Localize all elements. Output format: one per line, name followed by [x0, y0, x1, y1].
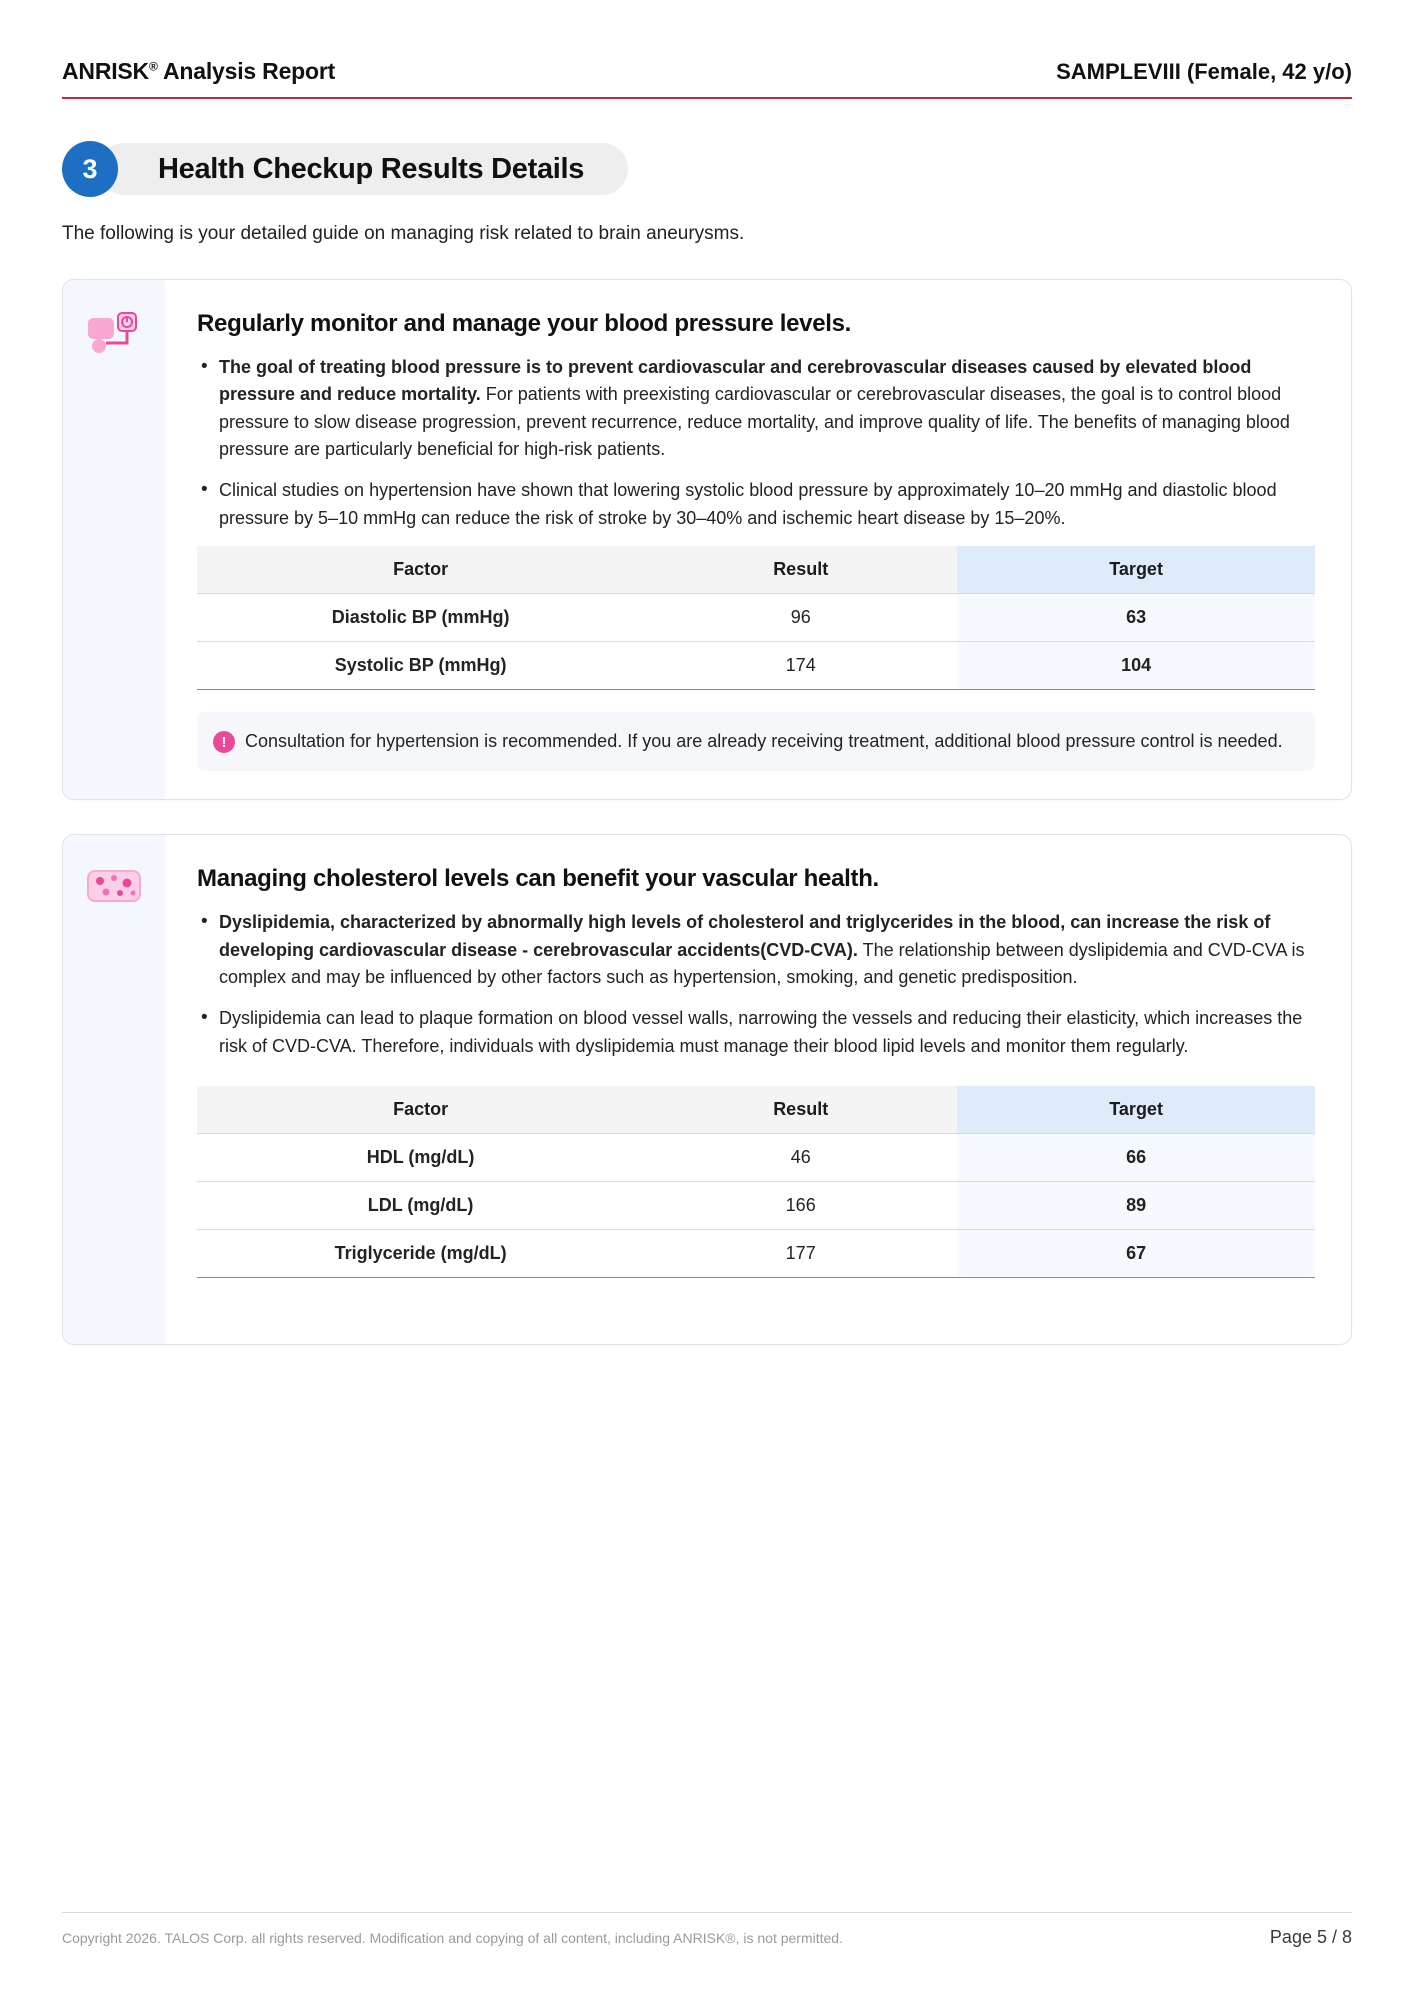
blood-lipid-icon	[86, 865, 142, 914]
table-row	[197, 1229, 1315, 1277]
list-item	[197, 1005, 1315, 1060]
factors-table-cholesterol	[197, 1086, 1315, 1278]
column-header-target: Target	[957, 1086, 1315, 1134]
report-title-rest: Analysis Report	[157, 58, 336, 84]
page-number: Page 5 / 8	[1269, 1927, 1352, 1947]
table-header-row	[197, 1086, 1315, 1134]
copyright-text: Copyright 2026. TALOS Corp. all rights reserved. Modification and copying of all content, including ANRISK®, is not permitted.	[62, 1930, 843, 1946]
page-footer	[62, 1912, 1352, 1948]
cell-target: 63	[957, 594, 1315, 642]
table-row	[197, 1133, 1315, 1181]
table-row	[197, 594, 1315, 642]
cell-factor: Systolic BP (mmHg)	[197, 642, 644, 690]
bullet-text: The relationship between dyslipidemia and CVD-CVA is complex and may be influenced by other factors such as hypertension, smoking, and genetic predisposition.	[219, 939, 1305, 987]
column-header-result: Result	[644, 546, 957, 594]
card-title: Regularly monitor and manage your blood pressure levels.	[197, 310, 852, 337]
table-row	[197, 1181, 1315, 1229]
bullet-text: Clinical studies on hypertension have shown that lowering systolic blood pressure by approximately 10–20 mmHg and diastolic blood pressure by 5–10 mmHg can reduce the risk of stroke by 30–40% and ischemic heart disease by 15–20%.	[219, 480, 1277, 528]
cell-target: 66	[957, 1133, 1315, 1181]
bullet-text: For patients with preexisting cardiovascular or cerebrovascular diseases, the goal is to control blood pressure to slow disease progression, prevent recurrence, reduce mortality, and improve quality of life. The benefits of managing blood pressure are particularly beneficial for high-risk patients.	[219, 384, 1290, 460]
cell-factor: Diastolic BP (mmHg)	[197, 594, 644, 642]
card-icon-area	[63, 835, 165, 1344]
section-intro: The following is your detailed guide on managing risk related to brain aneurysms.	[62, 223, 745, 244]
card-content	[165, 835, 1351, 1344]
recommendation-alert	[197, 712, 1315, 771]
card-title: Managing cholesterol levels can benefit your vascular health.	[197, 865, 879, 893]
cell-result: 174	[644, 642, 957, 690]
factors-table-blood-pressure	[197, 546, 1315, 690]
cell-factor: Triglyceride (mg/dL)	[197, 1229, 644, 1277]
column-header-factor: Factor	[197, 1086, 644, 1134]
cell-factor: HDL (mg/dL)	[197, 1133, 644, 1181]
subject-info: SAMPLEVIII (Female, 42 y/o)	[1056, 59, 1352, 84]
card-bullet-list	[197, 354, 1315, 532]
report-title	[62, 58, 335, 85]
card-icon-area	[63, 280, 165, 799]
exclamation-icon: !	[213, 731, 235, 753]
column-header-factor: Factor	[197, 546, 644, 594]
cell-result: 166	[644, 1181, 957, 1229]
report-title-brand: ANRISK	[62, 58, 149, 84]
column-header-result: Result	[644, 1086, 957, 1134]
blood-pressure-monitor-icon	[86, 310, 142, 365]
table-header-row	[197, 546, 1315, 594]
section-title: Health Checkup Results Details	[98, 143, 628, 195]
cell-target: 67	[957, 1229, 1315, 1277]
list-item	[197, 477, 1315, 532]
registered-mark: ®	[148, 59, 158, 74]
card-content	[165, 280, 1351, 799]
list-item	[197, 354, 1315, 463]
section-heading	[62, 141, 1352, 197]
section-number-badge: 3	[62, 141, 118, 197]
list-item	[197, 909, 1315, 991]
column-header-target: Target	[957, 546, 1315, 594]
cell-target: 104	[957, 642, 1315, 690]
cell-factor: LDL (mg/dL)	[197, 1181, 644, 1229]
alert-text: Consultation for hypertension is recommended. If you are already receiving treatment, additional blood pressure control is needed.	[245, 731, 1283, 752]
cell-result: 96	[644, 594, 957, 642]
page-header	[62, 58, 1352, 99]
bullet-bold-text: Dyslipidemia, characterized by abnormally high levels of cholesterol and triglycerides in the blood, can increase the risk of developing cardiovascular disease - cerebrovascular accidents(CVD-CVA).	[219, 912, 1271, 960]
card-bullet-list	[197, 909, 1315, 1060]
cell-result: 177	[644, 1229, 957, 1277]
table-row	[197, 642, 1315, 690]
cell-target: 89	[957, 1181, 1315, 1229]
bullet-text: Dyslipidemia can lead to plaque formation on blood vessel walls, narrowing the vessels and reducing their elasticity, which increases the risk of CVD-CVA. Therefore, individuals with dyslipidemia must manage their blood lipid levels and monitor them regularly.	[219, 1008, 1303, 1056]
card-cholesterol	[62, 834, 1352, 1345]
cell-result: 46	[644, 1133, 957, 1181]
card-blood-pressure	[62, 279, 1352, 800]
bullet-bold-text: The goal of treating blood pressure is to prevent cardiovascular and cerebrovascular diseases caused by elevated blood pressure and reduce mortality.	[219, 357, 1252, 405]
